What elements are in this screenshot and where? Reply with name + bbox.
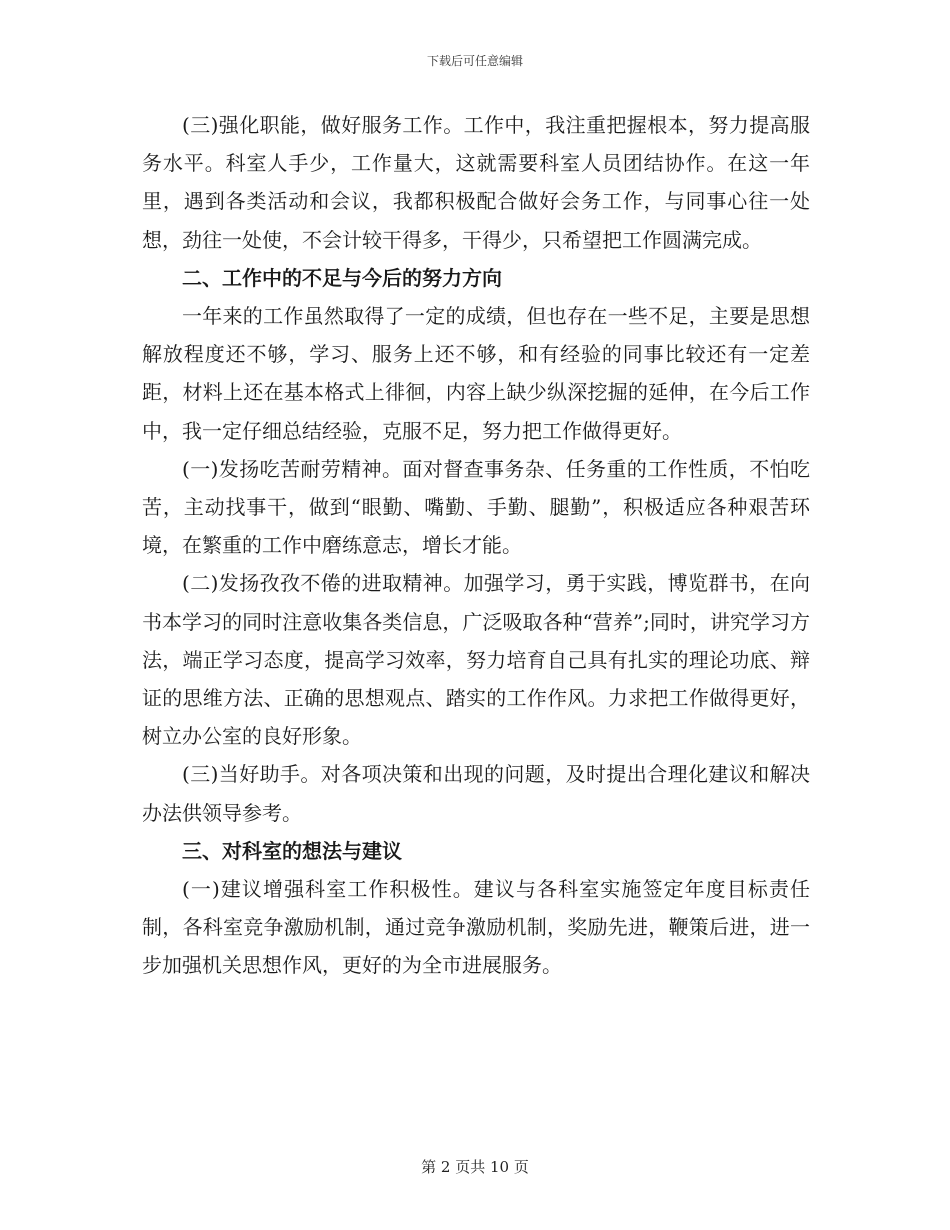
paragraph-service-work: (三)强化职能，做好服务工作。工作中，我注重把握根本，努力提高服务水平。科室人手少，工作量大，这就需要科室人员团结协作。在这一年里，遇到各类活动和会议，我都积极配合做好会务工作，与同事心往一处想，劲往一处使，不会计较干得多，干得少，只希望把工作圆满完成。 [142,113,810,252]
paragraph-shortcomings: 一年来的工作虽然取得了一定的成绩，但也存在一些不足，主要是思想解放程度还不够，学习、服务上还不够，和有经验的同事比较还有一定差距，材料上还在基本格式上徘徊，内容上缺少纵深挖掘的延伸，在今后工作中，我一定仔细总结经验，克服不足，努力把工作做得更好。 [142,304,810,443]
paragraph-assistant: (三)当好助手。对各项决策和出现的问题，及时提出合理化建议和解决办法供领导参考。 [142,762,810,825]
paragraph-hardworking: (一)发扬吃苦耐劳精神。面对督查事务杂、任务重的工作性质，不怕吃苦，主动找事干，做到“眼勤、嘴勤、手勤、腿勤”，积极适应各种艰苦环境，在繁重的工作中磨练意志，增长才能。 [142,456,810,558]
section-heading-shortcomings: 二、工作中的不足与今后的努力方向 [182,265,502,290]
paragraph-suggestion: (一)建议增强科室工作积极性。建议与各科室实施签定年度目标责任制，各科室竞争激励机制，通过竞争激励机制，奖励先进，鞭策后进，进一步加强机关思想作风，更好的为全市进展服务。 [142,877,810,978]
section-heading-suggestions: 三、对科室的想法与建议 [182,838,402,863]
paragraph-enterprising: (二)发扬孜孜不倦的进取精神。加强学习，勇于实践，博览群书，在向书本学习的同时注意收集各类信息，广泛吸取各种“营养”;同时，讲究学习方法，端正学习态度，提高学习效率，努力培育自己具有扎实的理论功底、辩证的思维方法、正确的思想观点、踏实的工作作风。力求把工作做得更好，树立办公室的良好形象。 [142,571,810,749]
page-footer: 第 2 页共 10 页 [421,1158,529,1176]
document-body [142,106,810,985]
page-header: 下载后可任意编辑 [426,54,523,68]
